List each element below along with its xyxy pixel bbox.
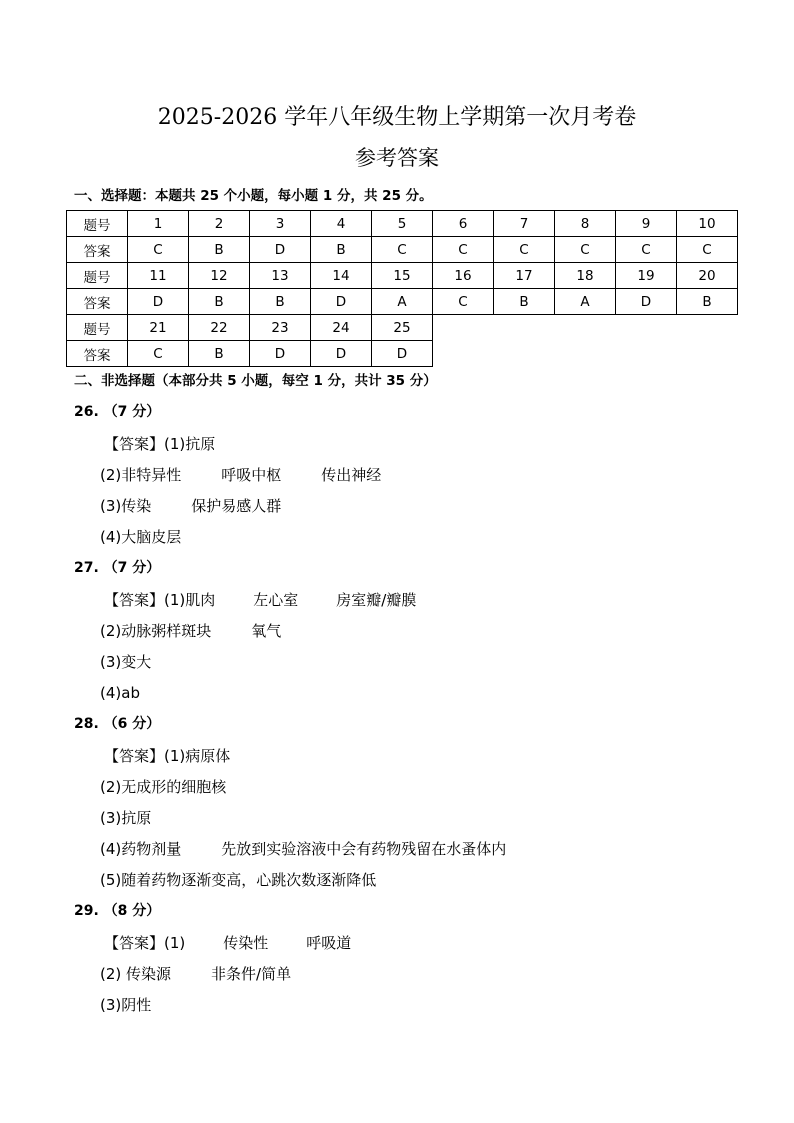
table-cell: 22: [189, 315, 250, 341]
table-cell: 1: [128, 211, 189, 237]
table-row: [67, 211, 738, 237]
table-cell: 19: [616, 263, 677, 289]
table-cell: 18: [555, 263, 616, 289]
table-row: [67, 237, 738, 263]
table-cell: D: [128, 289, 189, 315]
table-cell: 16: [433, 263, 494, 289]
q28-line-5: [100, 870, 376, 890]
q26-line-2: [100, 465, 381, 485]
table-empty-cell: [677, 341, 738, 367]
q29-line-2: [100, 964, 291, 984]
table-cell: C: [433, 289, 494, 315]
q26-answer-2b: 呼吸中枢: [221, 466, 282, 484]
q27-answer-1b: 左心室: [253, 591, 299, 609]
table-row-header: 题号: [67, 315, 128, 341]
question-27-heading: 27. （7 分）: [74, 560, 161, 576]
table-cell: D: [250, 237, 311, 263]
table-cell: D: [616, 289, 677, 315]
table-cell: 5: [372, 211, 433, 237]
q29-answer-3: (3)阴性: [100, 996, 152, 1014]
table-empty-cell: [433, 341, 494, 367]
table-cell: 2: [189, 211, 250, 237]
q27-line-4: [100, 683, 140, 703]
q29-answer-2b: 非条件/简单: [211, 965, 292, 983]
q27-answer-2a: (2)动脉粥样斑块: [100, 622, 212, 640]
table-cell: 17: [494, 263, 555, 289]
table-cell: 8: [555, 211, 616, 237]
table-row: [67, 289, 738, 315]
table-cell: 24: [311, 315, 372, 341]
table-cell: C: [555, 237, 616, 263]
q26-line-3: [100, 496, 281, 516]
q28-line-3: [100, 808, 151, 828]
table-empty-cell: [494, 315, 555, 341]
q26-answer-4: (4)大脑皮层: [100, 528, 182, 546]
table-cell: 3: [250, 211, 311, 237]
q27-answer-3: (3)变大: [100, 653, 152, 671]
table-cell: 12: [189, 263, 250, 289]
q26-answer-3b: 保护易感人群: [191, 497, 282, 515]
table-cell: D: [372, 341, 433, 367]
q28-line-2: [100, 777, 226, 797]
q27-line-2: [100, 621, 281, 641]
q29-line-1: [104, 933, 351, 953]
table-cell: C: [494, 237, 555, 263]
table-empty-cell: [494, 341, 555, 367]
question-26-heading: 26. （7 分）: [74, 404, 161, 420]
q26-answer-2c: 传出神经: [321, 466, 382, 484]
table-cell: C: [372, 237, 433, 263]
q26-answer-2a: (2)非特异性: [100, 466, 182, 484]
q27-line-3: [100, 652, 151, 672]
q27-answer-1a: 【答案】(1)肌肉: [104, 591, 216, 609]
page-title: 2025-2026 学年八年级生物上学期第一次月考卷: [157, 105, 637, 130]
table-row: [67, 315, 738, 341]
table-row-header: 题号: [67, 211, 128, 237]
table-cell: A: [555, 289, 616, 315]
q26-line-4: [100, 527, 181, 547]
table-row-header: 题号: [67, 263, 128, 289]
q29-answer-1b: 传染性: [223, 934, 269, 952]
table-cell: B: [189, 289, 250, 315]
question-28-heading: 28. （6 分）: [74, 716, 161, 732]
table-empty-cell: [677, 315, 738, 341]
table-row-header: 答案: [67, 289, 128, 315]
table-cell: 25: [372, 315, 433, 341]
table-cell: D: [250, 341, 311, 367]
table-cell: 7: [494, 211, 555, 237]
q28-answer-2: (2)无成形的细胞核: [100, 778, 227, 796]
table-cell: D: [311, 341, 372, 367]
q28-answer-4a: (4)药物剂量: [100, 840, 182, 858]
section-heading-nonchoice: 二、非选择题（本部分共 5 小题，每空 1 分，共计 35 分）: [74, 373, 437, 389]
q26-answer-3a: (3)传染: [100, 497, 152, 515]
table-cell: 14: [311, 263, 372, 289]
q28-answer-3: (3)抗原: [100, 809, 152, 827]
table-cell: C: [128, 341, 189, 367]
q29-answer-1c: 呼吸道: [306, 934, 352, 952]
answer-table: [66, 210, 738, 367]
table-cell: B: [677, 289, 738, 315]
table-cell: 13: [250, 263, 311, 289]
q29-answer-1a: 【答案】(1): [104, 934, 186, 952]
q26-line-1: [104, 434, 215, 454]
page-subtitle: 参考答案: [355, 146, 439, 170]
table-cell: C: [677, 237, 738, 263]
table-cell: 20: [677, 263, 738, 289]
table-cell: B: [250, 289, 311, 315]
q28-line-1: [104, 746, 230, 766]
table-cell: 15: [372, 263, 433, 289]
table-cell: D: [311, 289, 372, 315]
table-cell: B: [311, 237, 372, 263]
table-cell: C: [433, 237, 494, 263]
table-empty-cell: [616, 341, 677, 367]
table-cell: 4: [311, 211, 372, 237]
q26-answer-1: 【答案】(1)抗原: [104, 435, 216, 453]
q29-answer-2a: (2) 传染源: [100, 965, 172, 983]
table-cell: A: [372, 289, 433, 315]
table-row-header: 答案: [67, 237, 128, 263]
table-cell: B: [189, 341, 250, 367]
q27-answer-4: (4)ab: [100, 684, 140, 702]
table-row: [67, 341, 738, 367]
q29-line-3: [100, 995, 151, 1015]
q28-line-4: [100, 839, 506, 859]
table-row-header: 答案: [67, 341, 128, 367]
table-cell: 6: [433, 211, 494, 237]
table-cell: C: [128, 237, 189, 263]
q27-answer-2b: 氧气: [251, 622, 282, 640]
table-cell: C: [616, 237, 677, 263]
q28-answer-4b: 先放到实验溶液中会有药物残留在水蚤体内: [221, 840, 507, 858]
table-cell: 11: [128, 263, 189, 289]
q28-answer-1: 【答案】(1)病原体: [104, 747, 231, 765]
table-cell: B: [189, 237, 250, 263]
question-29-heading: 29. （8 分）: [74, 903, 161, 919]
q27-answer-1c: 房室瓣/瓣膜: [336, 591, 417, 609]
table-cell: 9: [616, 211, 677, 237]
table-empty-cell: [433, 315, 494, 341]
table-row: [67, 263, 738, 289]
q27-line-1: [104, 590, 416, 610]
table-empty-cell: [555, 315, 616, 341]
table-cell: B: [494, 289, 555, 315]
table-empty-cell: [555, 341, 616, 367]
q28-answer-5: (5)随着药物逐渐变高，心跳次数逐渐降低: [100, 871, 377, 889]
section-heading-choice: 一、选择题：本题共 25 个小题，每小题 1 分，共 25 分。: [74, 188, 433, 204]
table-empty-cell: [616, 315, 677, 341]
table-cell: 10: [677, 211, 738, 237]
table-cell: 21: [128, 315, 189, 341]
table-cell: 23: [250, 315, 311, 341]
